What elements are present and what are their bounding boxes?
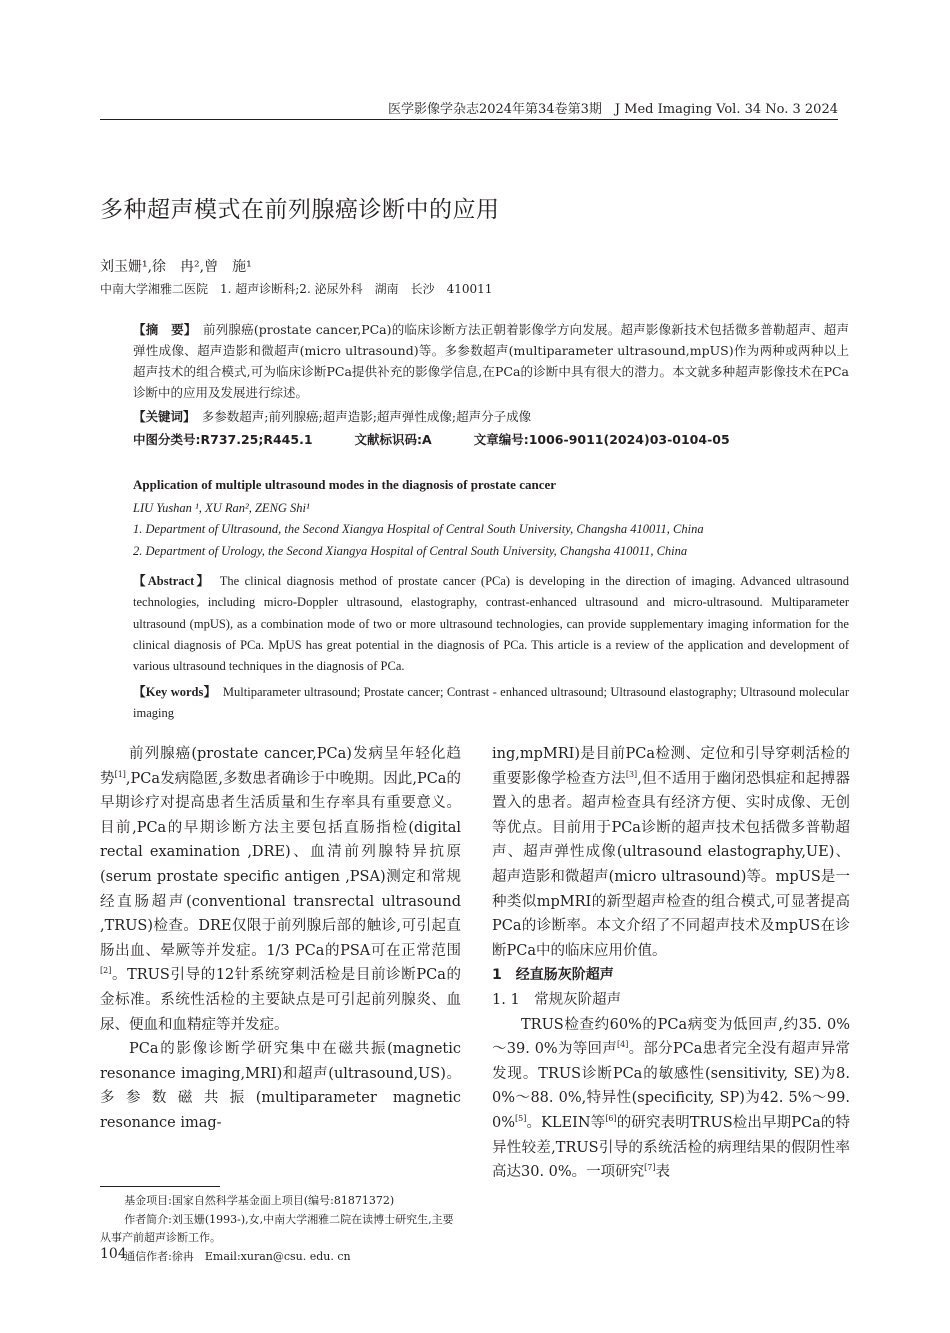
footnotes bbox=[100, 1192, 461, 1266]
abstract-cn-label: 【摘 要】 bbox=[133, 322, 191, 337]
abstract-en-text: The clinical diagnosis method of prostate cancer (PCa) is developing in the direction of imaging. Advanced ultrasound technologies, including micro-Doppler ultrasound, elastography, contrast-enhanced ultrasound and micro-ultrasound. Multiparameter ultrasound (mpUS), as a combination mode of two or more ultrasound technologies, can provide supplementary imaging information for the clinical diagnosis of PCa. MpUS has great potential in the diagnosis of PCa. This article is a review of the application and development of various ultrasound techniques in the diagnosis of PCa. bbox=[133, 574, 849, 674]
section-heading: 1 经直肠灰阶超声 bbox=[492, 967, 614, 984]
body-paragraph: ing,mpMRI)是目前PCa检测、定位和引导穿刺活检的重要影像学检查方法[3],但不适用于幽闭恐惧症和起搏器置入的患者。超声检查具有经济方便、实时成像、无创等优点。目前用于PCa诊断的超声技术包括微多普勒超声、超声弹性成像(ultrasound elastography,UE)、超声造影和微超声(micro ultrasound)等。mpUS是一种类似mpMRI的新型超声检查的组合模式,可显著提高PCa的诊断率。本文介绍了不同超声技术及mpUS在诊断PCa中的临床应用价值。 bbox=[492, 746, 850, 959]
document-code: 文献标识码:A bbox=[354, 432, 432, 447]
author-list: 刘玉姗¹,徐 冉²,曾 施¹ bbox=[100, 259, 252, 275]
abstract-cn bbox=[133, 319, 849, 403]
keywords-cn-text: 多参数超声;前列腺癌;超声造影;超声弹性成像;超声分子成像 bbox=[201, 409, 532, 424]
clc-code: 中图分类号:R737.25;R445.1 bbox=[133, 432, 313, 447]
footnote-correspondence: 通信作者:徐冉 Email:xuran@csu. edu. cn bbox=[124, 1249, 351, 1263]
body-paragraph: PCa的影像诊断学研究集中在磁共振(magnetic resonance imaging,MRI)和超声(ultrasound,US)。多参数磁共振(multiparameter magnetic resonance imag- bbox=[100, 1041, 461, 1131]
body-paragraph: 前列腺癌(prostate cancer,PCa)发病呈年轻化趋势[1],PCa发病隐匿,多数患者确诊于中晚期。因此,PCa的早期诊疗对提高患者生活质量和生存率具有重要意义。目前,PCa的早期诊断方法主要包括直肠指检(digital rectal examination ,DRE)、血清前列腺特异抗原(serum prostate specific antigen ,PSA)测定和常规经直肠超声(conventional transrectal ultrasound ,TRUS)检查。DRE仅限于前列腺后部的触诊,可引起直肠出血、晕厥等并发症。1/3 PCa的PSA可在正常范围[2]。TRUS引导的12针系统穿刺活检是目前诊断PCa的金标准。系统性活检的主要缺点是可引起前列腺炎、血尿、便血和血精症等并发症。 bbox=[100, 746, 462, 1033]
keywords-en-label: 【Key words】 bbox=[133, 685, 211, 699]
footnote-author-bio: 作者简介:刘玉姗(1993-),女,中南大学湘雅二院在读博士研究生,主要从事产前超声诊断工作。 bbox=[100, 1212, 454, 1244]
footnote-rule bbox=[100, 1186, 220, 1187]
keywords-cn-label: 【关键词】 bbox=[133, 409, 190, 424]
abstract-en-label: 【Abstract】 bbox=[133, 574, 206, 588]
keywords-cn bbox=[133, 406, 849, 427]
english-affiliation-1: 1. Department of Ultrasound, the Second Xiangya Hospital of Central South University, Changsha 410011, China bbox=[133, 522, 704, 536]
footnote-fund: 基金项目:国家自然科学基金面上项目(编号:81871372) bbox=[124, 1194, 395, 1207]
article-title: 多种超声模式在前列腺癌诊断中的应用 bbox=[100, 197, 500, 223]
body-paragraph: TRUS检查约60%的PCa病变为低回声,约35. 0%～39. 0%为等回声[4]。部分PCa患者完全没有超声异常发现。TRUS诊断PCa的敏感性(sensitivity, SE)为8. 0%～88. 0%,特异性(specificity, SP)为42. 5%～99. 0%[5]。KLEIN等[6]的研究表明TRUS检出早期PCa的特异性较差,TRUS引导的系统活检的病理结果的假阴性率高达30. 0%。一项研究[7]表 bbox=[492, 1016, 850, 1181]
abstract-cn-text: 前列腺癌(prostate cancer,PCa)的临床诊断方法正朝着影像学方向发展。超声影像新技术包括微多普勒超声、超声弹性成像、超声造影和微超声(micro ultrasound)等。多参数超声(multiparameter ultrasound,mpUS)作为两种或两种以上超声技术的组合模式,可为临床诊断PCa提供补充的影像学信息,在PCa的诊断中具有很大的潜力。本文就多种超声影像技术在PCa诊断中的应用及发展进行综述。 bbox=[133, 322, 849, 400]
article-number: 文章编号:1006-9011(2024)03-0104-05 bbox=[473, 432, 730, 447]
keywords-en bbox=[133, 682, 849, 725]
keywords-en-text: Multiparameter ultrasound; Prostate cancer; Contrast - enhanced ultrasound; Ultrasound elastography; Ultrasound molecular imaging bbox=[133, 685, 849, 721]
english-title: Application of multiple ultrasound modes in the diagnosis of prostate cancer bbox=[133, 477, 557, 492]
subsection-heading: 1. 1 常规灰阶超声 bbox=[492, 991, 622, 1008]
english-authors: LIU Yushan ¹, XU Ran², ZENG Shi¹ bbox=[133, 501, 310, 515]
body-column-left bbox=[100, 742, 461, 1136]
affiliation: 中南大学湘雅二医院 1. 超声诊断科;2. 泌尿外科 湖南 长沙 410011 bbox=[100, 282, 493, 296]
english-affiliation-2: 2. Department of Urology, the Second Xiangya Hospital of Central South University, Changsha 410011, China bbox=[133, 544, 688, 558]
header-rule bbox=[100, 119, 838, 120]
page-number: 104 bbox=[100, 1246, 127, 1262]
classification-line bbox=[133, 429, 730, 450]
body-column-right bbox=[492, 742, 850, 1185]
abstract-en bbox=[133, 571, 849, 677]
running-header: 医学影像学杂志2024年第34卷第3期 J Med Imaging Vol. 34 No. 3 2024 bbox=[387, 102, 838, 117]
